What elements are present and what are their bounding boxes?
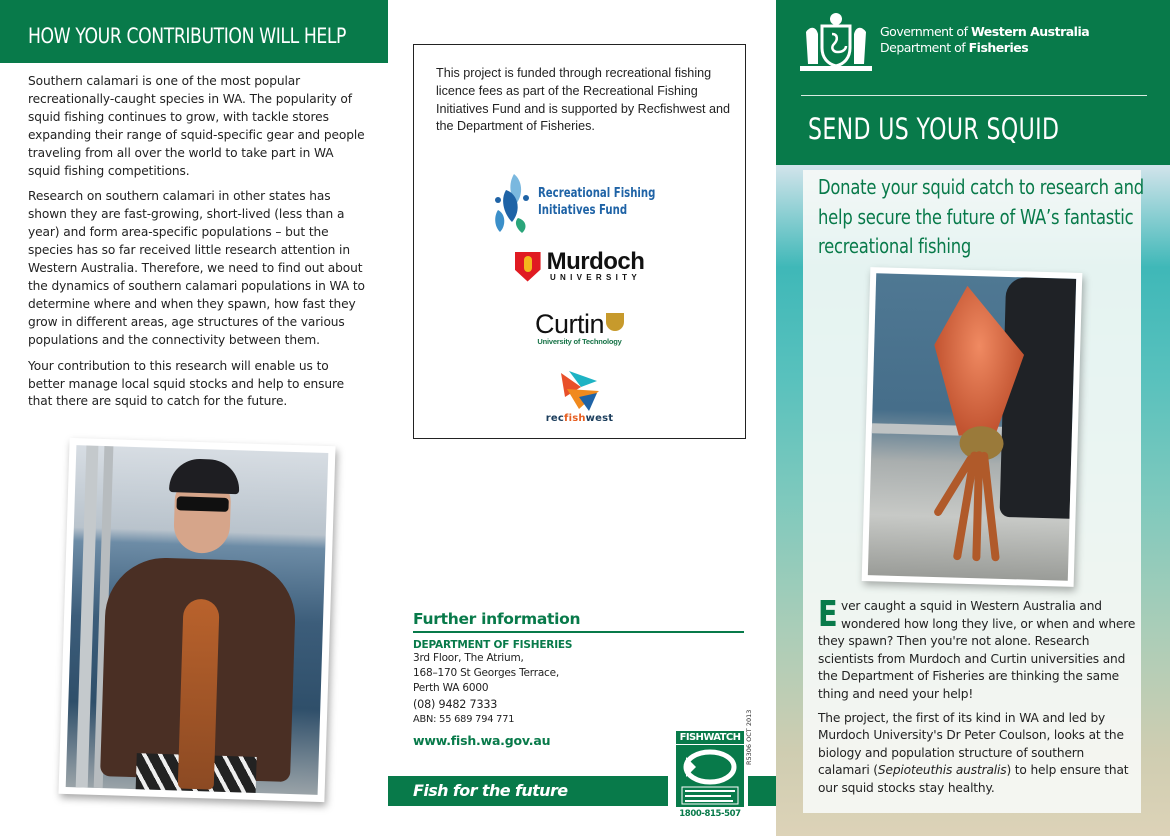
further-heading: Further information [413,610,744,633]
address-line: Perth WA 6000 [413,682,489,695]
paragraph [818,594,1136,704]
funding-text: This project is funded through recreational fishing licence fees as part of the Recreational Fishing Initiatives Fund and is supported by Recfishwest and the Department of Fisheries. [436,66,731,134]
right-panel [776,0,1170,836]
dept-fisheries: Fisheries [968,40,1029,55]
department-name [880,40,1028,55]
fishwatch-fish-icon [676,745,744,807]
contribution-text [28,73,368,419]
address-line: 3rd Floor, The Atrium, [413,652,524,664]
wa-crest-icon [798,12,874,74]
rfif-line1: Recreational Fishing [537,186,655,201]
further-information [413,610,744,748]
murdoch-shield-icon [515,252,541,282]
fish-figures-icon [492,170,532,234]
funding-box [413,44,746,439]
government-name [880,24,1089,39]
right-header-bar [776,0,1170,165]
recfish-fish-icon [557,367,603,413]
recfish-west: west [585,413,614,424]
rfif-logo [414,170,745,234]
website-link[interactable]: www.fish.wa.gov.au [413,733,551,749]
photo-squid-held [862,267,1083,587]
tagline: Fish for the future [413,781,568,800]
dept-prefix: Department of [880,40,969,55]
paragraph-text: ver caught a squid in Western Australia and wondered how long they live, or when and where they spawn? Then you're not alone. Research scientists from Murdoch and Curtin universities and the Department of Fisheries are thinking the same thing and need your help! [818,599,1136,701]
paragraph-text: ) to help ensure that our squid stocks stay healthy. [818,763,1129,795]
fishwatch-phone: 1800-815-507 [679,809,741,819]
document-code: R5306 OCT 2013 [745,709,753,765]
paragraph: Your contribution to this research will enable us to better manage local squid stocks and help to ensure that there are squid to catch for the future. [28,358,345,409]
middle-panel [388,0,776,836]
rfif-line2: Initiatives Fund [537,203,627,218]
header-divider [801,95,1147,96]
gov-prefix: Government of [880,24,971,39]
photo-man-holding-squid [58,438,335,802]
paragraph [818,710,1136,798]
species-name: Sepioteuthis australis [877,763,1007,778]
recfishwest-logo [414,367,745,424]
brochure-subtitle: Donate your squid catch to research and help secure the future of WA’s fantastic recreational fishing [818,175,1144,258]
curtin-shield-icon [606,313,624,331]
curtin-sub: University of Technology [537,337,622,346]
gov-state: Western Australia [970,24,1090,39]
recfish-fish: fish [564,413,586,424]
tagline-bar-end [748,776,776,806]
address-line: 168–170 St Georges Terrace, [413,667,560,680]
contribution-heading: HOW YOUR CONTRIBUTION WILL HELP [28,24,346,48]
paragraph: Research on southern calamari in other states has shown they are fast-growing, short-lived (less than a year) and form area-specific populations – but the species has so far received little research attention in Western Australia. Therefore, we need to find out about the dynamics of southern calamari populations in WA to determine where and when they spawn, how fast they grow in different areas, age structures of the various populations and the connectivity between them. [28,189,365,347]
tagline-bar [388,776,668,806]
recfish-rec: rec [545,413,565,424]
murdoch-sub: UNIVERSITY [549,273,641,282]
abn-number: ABN: 55 689 794 771 [413,713,515,725]
drop-cap: E [818,594,838,635]
curtin-logo [414,311,745,346]
dept-name: DEPARTMENT OF FISHERIES [413,639,573,651]
murdoch-logo [414,248,745,282]
paragraph: Southern calamari is one of the most popular recreationally-caught species in WA. The popularity of squid fishing continues to grow, with tackle stores expanding their range of squid-specific gear and people traveling from all over the world to take part in WA squid fishing competitions. [28,74,365,178]
brochure-title: SEND US YOUR SQUID [808,112,1060,146]
fishwatch-logo [676,731,744,826]
paragraph-text: The project, the first of its kind in WA and led by Murdoch University's Dr Peter Coulson, looks at the biology and population structure of southern calamari ( [818,710,1124,778]
murdoch-name: Murdoch [546,248,645,275]
phone-number: (08) 9482 7333 [413,697,498,711]
intro-text [818,594,1136,804]
curtin-name: Curtin [534,309,605,339]
left-header-bar [0,0,388,63]
fishwatch-title: FISHWATCH [676,731,744,744]
left-panel [0,0,388,836]
